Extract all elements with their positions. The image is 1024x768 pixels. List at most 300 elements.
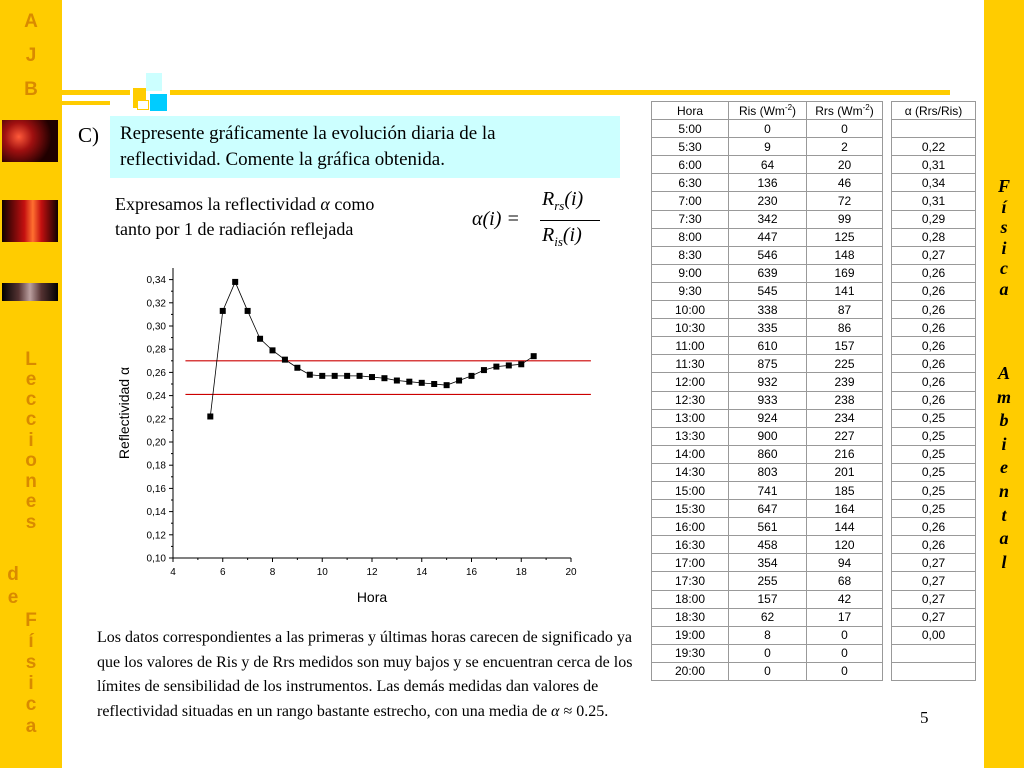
data-point [332,373,338,379]
cell-ris: 64 [729,156,807,174]
cell-ris: 546 [729,246,807,264]
data-point [207,413,213,419]
cell-hora: 16:30 [652,536,729,554]
task-label: C) [78,123,99,147]
cell-alpha: 0,26 [892,391,976,409]
cell-ris: 545 [729,282,807,300]
cell-hora: 11:30 [652,355,729,373]
cell-hora: 19:30 [652,644,729,662]
y-tick-label: 0,34 [146,275,166,287]
table-row [652,590,883,608]
alpha-table [891,101,976,681]
x-tick-label: 18 [515,567,527,578]
cell-hora: 9:30 [652,282,729,300]
right-band-letter: í [1001,196,1007,217]
table-row [652,662,883,680]
cell-rrs: 185 [807,481,883,499]
table-row [892,463,976,481]
table-row [652,246,883,264]
cell-alpha: 0,26 [892,518,976,536]
reflectivity-formula [470,186,620,256]
cell-ris: 561 [729,518,807,536]
table-row [652,626,883,644]
cell-ris: 354 [729,554,807,572]
cell-hora: 12:30 [652,391,729,409]
cell-rrs: 148 [807,246,883,264]
intro-line-1 [115,192,475,217]
table-row [892,192,976,210]
intro-text-part: Expresamos la reflectividad [115,194,321,214]
data-point [282,357,288,363]
cell-alpha: 0,27 [892,246,976,264]
table-row [652,427,883,445]
data-point [481,367,487,373]
cell-ris: 647 [729,500,807,518]
cell-ris: 875 [729,355,807,373]
note-mean-value: ≈ 0.25. [559,702,609,720]
data-point [257,336,263,342]
table-header-row [652,102,883,120]
table-row [892,319,976,337]
data-point [419,380,425,386]
table-row [652,120,883,138]
laser-thumbnail-1 [2,120,58,162]
cell-alpha: 0,25 [892,445,976,463]
cell-ris: 0 [729,120,807,138]
band-letter: A [24,11,38,32]
table-row [652,463,883,481]
cell-alpha: 0,27 [892,590,976,608]
data-point [232,279,238,285]
table-row [892,662,976,680]
cell-rrs: 144 [807,518,883,536]
cell-alpha: 0,26 [892,282,976,300]
cell-rrs: 68 [807,572,883,590]
y-tick-label: 0,24 [146,391,166,403]
table-row [892,500,976,518]
cell-alpha: 0,25 [892,427,976,445]
reflectivity-chart [95,260,615,620]
cell-ris: 338 [729,301,807,319]
cell-hora: 10:00 [652,301,729,319]
band-letter: c [25,389,37,410]
cell-ris: 335 [729,319,807,337]
data-point [444,382,450,388]
data-point [319,373,325,379]
cell-hora: 8:00 [652,228,729,246]
band-letter: d [7,564,19,585]
cell-hora: 18:00 [652,590,729,608]
header-text: Ris (Wm [738,104,785,119]
right-band-letter: m [996,386,1011,407]
table-row [652,536,883,554]
cell-alpha [892,120,976,138]
cell-alpha: 0,26 [892,536,976,554]
cell-ris: 458 [729,536,807,554]
table-row [652,481,883,499]
cell-rrs: 99 [807,210,883,228]
table-row [892,301,976,319]
band-letter: B [24,79,38,100]
right-band-letter: n [998,481,1009,501]
conclusion-note [97,626,642,724]
cell-hora: 20:00 [652,662,729,680]
right-band-letter: s [1000,217,1008,237]
cell-hora: 13:00 [652,409,729,427]
header-exponent: -2 [784,103,793,113]
data-point [506,362,512,368]
cell-ris: 900 [729,427,807,445]
band-letter: i [28,430,34,451]
data-point [406,379,412,385]
right-band-letter: l [1001,551,1007,572]
cell-ris: 803 [729,463,807,481]
y-tick-label: 0,18 [146,460,166,472]
cell-hora: 15:30 [652,500,729,518]
cell-rrs: 164 [807,500,883,518]
data-point [394,378,400,384]
cell-rrs: 0 [807,662,883,680]
formula-sub-is: is [554,234,563,249]
table-row [892,391,976,409]
formula-r: R [542,224,555,246]
header-text: ) [869,104,874,119]
cell-hora: 18:30 [652,608,729,626]
cell-ris: 933 [729,391,807,409]
cell-hora: 9:00 [652,264,729,282]
right-sidebar-band [984,0,1024,768]
cell-rrs: 227 [807,427,883,445]
cell-alpha: 0,25 [892,500,976,518]
x-tick-label: 14 [416,567,428,578]
cell-hora: 17:30 [652,572,729,590]
cell-rrs: 0 [807,644,883,662]
x-tick-label: 8 [269,567,276,578]
cell-rrs: 157 [807,337,883,355]
cell-rrs: 46 [807,174,883,192]
table-row [652,644,883,662]
y-tick-label: 0,32 [146,298,166,310]
table-row [652,500,883,518]
header-line [62,90,950,95]
data-point [431,381,437,387]
cell-alpha: 0,25 [892,463,976,481]
formula-r: R [542,188,555,210]
cell-ris: 932 [729,373,807,391]
series-line [210,282,533,417]
cell-alpha: 0,26 [892,373,976,391]
cell-ris: 860 [729,445,807,463]
y-tick-label: 0,26 [146,367,166,379]
cell-alpha: 0,27 [892,608,976,626]
table-row [652,156,883,174]
y-tick-label: 0,28 [146,344,166,356]
table-row [652,282,883,300]
cell-hora: 5:00 [652,120,729,138]
formula-arg: (i) [564,188,584,210]
table-row [652,192,883,210]
intro-line-2: tanto por 1 de radiación reflejada [115,219,354,239]
cell-rrs: 169 [807,264,883,282]
header-exponent: -2 [862,103,870,113]
cell-alpha: 0,26 [892,355,976,373]
band-letter: n [25,471,37,492]
right-band-letter: F [997,176,1010,196]
table-row [652,445,883,463]
cell-alpha: 0,34 [892,174,976,192]
band-letter: s [25,512,37,533]
cell-ris: 924 [729,409,807,427]
table-row [892,373,976,391]
intro-text-part: como [329,194,375,214]
cell-ris: 157 [729,590,807,608]
logo-square-outline [137,100,149,110]
x-tick-label: 6 [219,567,226,578]
cell-alpha: 0,22 [892,138,976,156]
cell-rrs: 225 [807,355,883,373]
column-header-ris [729,102,807,120]
cell-hora: 14:30 [652,463,729,481]
table-row [892,518,976,536]
y-tick-label: 0,12 [146,530,166,542]
right-band-letter: A [997,363,1010,383]
x-tick-label: 16 [465,567,478,578]
data-point [456,378,462,384]
band-letter: e [25,369,37,390]
y-axis-label: Reflectividad α [116,366,132,460]
table-row [652,518,883,536]
table-row [892,644,976,662]
cell-hora: 6:00 [652,156,729,174]
band-letter: c [25,409,37,430]
cell-rrs: 234 [807,409,883,427]
table-row [892,337,976,355]
data-point [245,308,251,314]
header-text: Rrs (Wm [815,104,863,119]
cell-hora: 19:00 [652,626,729,644]
cell-hora: 8:30 [652,246,729,264]
cell-ris: 9 [729,138,807,156]
y-tick-label: 0,16 [146,483,166,495]
cell-ris: 741 [729,481,807,499]
table-row [892,554,976,572]
formula-arg: (i) [562,224,582,246]
data-point [270,347,276,353]
table-row [892,174,976,192]
table-row [892,536,976,554]
measurements-table [651,101,883,681]
data-point [381,375,387,381]
logo-square-light [146,73,162,91]
right-band-letter: c [1000,258,1008,278]
table-row [652,174,883,192]
cell-alpha: 0,26 [892,264,976,282]
table-row [652,373,883,391]
y-tick-label: 0,30 [146,321,166,333]
y-tick-label: 0,10 [146,553,166,565]
cell-ris: 230 [729,192,807,210]
table-row [652,301,883,319]
cell-alpha: 0,27 [892,554,976,572]
table-row [892,120,976,138]
alpha-symbol: α [551,702,560,720]
cell-alpha [892,662,976,680]
formula-denominator [542,224,582,250]
y-tick-label: 0,20 [146,437,166,449]
cell-alpha: 0,28 [892,228,976,246]
cell-rrs: 94 [807,554,883,572]
cell-rrs: 238 [807,391,883,409]
table-row [892,228,976,246]
task-statement [120,121,620,173]
cell-rrs: 72 [807,192,883,210]
alpha-symbol: α [320,194,330,214]
band-letter: L [25,349,37,370]
cell-hora: 6:30 [652,174,729,192]
table-row [892,156,976,174]
right-band-letter: i [1001,433,1007,454]
cell-rrs: 20 [807,156,883,174]
cell-alpha: 0,00 [892,626,976,644]
data-point [369,374,375,380]
cell-hora: 12:00 [652,373,729,391]
laser-thumbnail-2 [2,200,58,242]
cell-ris: 447 [729,228,807,246]
x-tick-label: 10 [316,567,328,578]
cell-rrs: 201 [807,463,883,481]
cell-ris: 136 [729,174,807,192]
cell-rrs: 0 [807,626,883,644]
cell-hora: 11:00 [652,337,729,355]
data-point [344,373,350,379]
formula-lhs: α(i) = [472,208,520,230]
left-sidebar-band [0,0,62,768]
cell-rrs: 120 [807,536,883,554]
right-band-letter: b [999,410,1009,431]
y-tick-label: 0,14 [146,507,166,519]
band-letter: i [28,673,34,694]
table-row [892,590,976,608]
cell-alpha: 0,25 [892,481,976,499]
note-text: Los datos correspondientes a las primeras y últimas horas carecen de significado ya que los valores de Ris y de Rrs medidos son muy bajos y se encuentran cerca de los límites de sensibilidad de los instrumentos. Las demás medidas dan valores de reflectividad situadas en un rango bastante estrecho, con una media de [97,629,633,720]
data-point [531,353,537,359]
table-row [652,355,883,373]
cell-hora: 10:30 [652,319,729,337]
logo-square-cyan [150,94,167,111]
cell-rrs: 0 [807,120,883,138]
table-row [892,355,976,373]
data-point [493,364,499,370]
band-letter: J [25,45,37,66]
cell-ris: 62 [729,608,807,626]
table-row [892,138,976,156]
header-text: ) [792,104,797,119]
data-point [357,373,363,379]
x-axis-label: Hora [356,589,388,605]
intro-text [115,192,475,242]
table-row [892,481,976,499]
fraction-bar [540,220,600,221]
cell-hora: 7:30 [652,210,729,228]
x-tick-label: 12 [366,567,378,578]
cell-ris: 0 [729,644,807,662]
cell-rrs: 216 [807,445,883,463]
data-point [220,308,226,314]
column-header-hora: Hora [652,102,729,120]
column-header-rrs [807,102,883,120]
table-row [892,427,976,445]
right-band-letter: a [999,528,1009,549]
table-row [892,445,976,463]
right-band-letter: i [1001,237,1007,258]
cell-ris: 610 [729,337,807,355]
table-row [892,626,976,644]
table-row [892,264,976,282]
header-accent-line [62,101,110,105]
cell-alpha: 0,26 [892,301,976,319]
table-row [652,337,883,355]
page-number: 5 [920,708,929,727]
cell-rrs: 17 [807,608,883,626]
band-letter: o [25,450,37,471]
table-row [652,264,883,282]
table-row [652,572,883,590]
table-row [652,319,883,337]
table-row [652,391,883,409]
table-header-row [892,102,976,120]
band-letter: í [28,631,34,652]
cell-hora: 13:30 [652,427,729,445]
formula-sub-rs: rs [554,198,565,213]
cell-rrs: 239 [807,373,883,391]
data-point [469,373,475,379]
data-point [307,372,313,378]
cell-ris: 639 [729,264,807,282]
cell-ris: 0 [729,662,807,680]
cell-rrs: 42 [807,590,883,608]
cell-alpha: 0,25 [892,409,976,427]
task-line-2: reflectividad. Comente la gráfica obtenida. [120,149,445,170]
cell-hora: 16:00 [652,518,729,536]
cell-ris: 8 [729,626,807,644]
formula-numerator [542,188,583,214]
cell-rrs: 141 [807,282,883,300]
cell-ris: 342 [729,210,807,228]
cell-hora: 5:30 [652,138,729,156]
right-band-letter: a [999,278,1009,299]
table-row [892,608,976,626]
band-letter: s [25,652,37,673]
cell-hora: 14:00 [652,445,729,463]
column-header-alpha: α (Rrs/Ris) [892,102,976,120]
table-row [652,210,883,228]
cell-rrs: 86 [807,319,883,337]
band-letter: F [25,610,37,631]
table-row [652,608,883,626]
table-row [892,409,976,427]
y-tick-label: 0,22 [146,414,166,426]
spectrum-thumbnail [2,283,58,301]
cell-alpha: 0,26 [892,337,976,355]
table-row [892,246,976,264]
table-row [652,554,883,572]
band-letter: c [25,694,37,715]
data-point [294,365,300,371]
table-row [892,282,976,300]
right-band-letter: t [1001,504,1007,525]
right-band-letter: e [1000,457,1008,478]
cell-alpha: 0,31 [892,192,976,210]
